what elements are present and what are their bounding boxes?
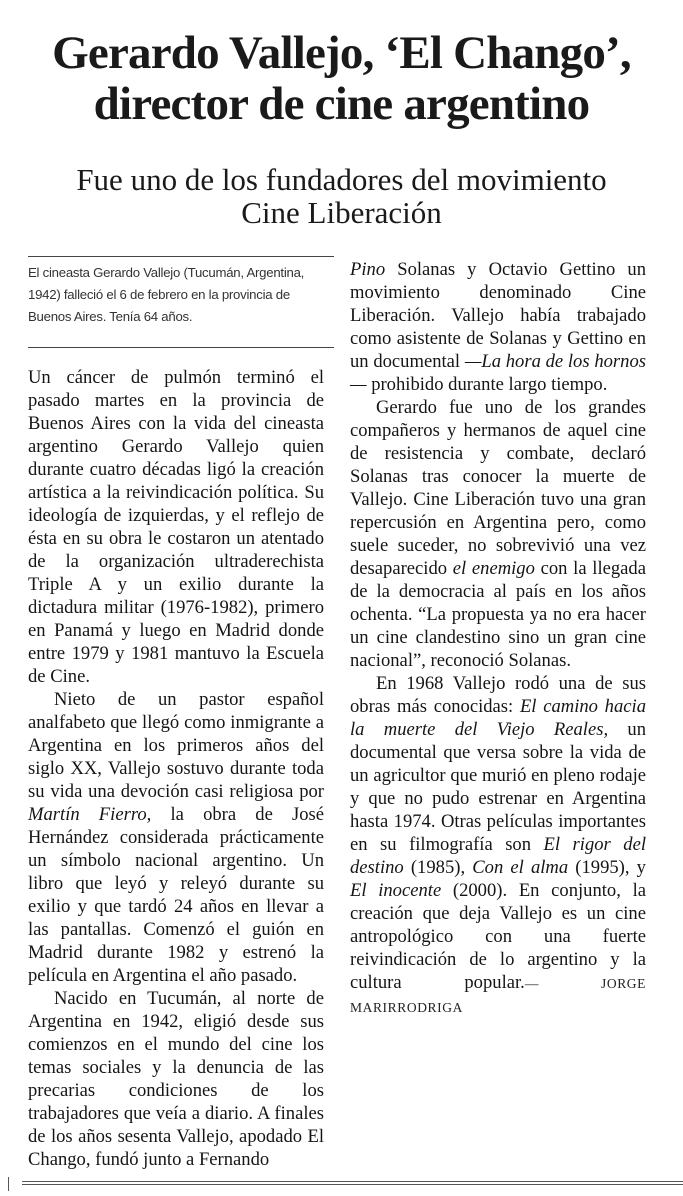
photo-caption: El cineasta Gerardo Vallejo (Tucumán, Argentina, 1942) falleció el 6 de febrero en la provincia de Buenos Aires. Tenía 64 años. <box>28 265 305 324</box>
article-column-left <box>28 366 324 1171</box>
footer-tick-mark <box>8 1177 9 1191</box>
work-title-el-rigor-del-destino: El rigor del destino <box>350 834 646 878</box>
headline-line-1: Gerardo Vallejo, ‘El Chango’, <box>52 27 631 79</box>
paragraph-5-text-e: (2000). En conjunto, la creación que deja Vallejo es un cine antropológico con una fuerte reivindicación de lo argentino y la cultura popular. <box>350 880 646 993</box>
subheadline <box>0 163 683 229</box>
work-title-la-hora-de-los-hornos: —La hora de los hornos— <box>350 351 646 395</box>
paragraph-3-text-c: prohibido durante largo tiempo. <box>366 374 608 395</box>
work-title-el-inocente: El inocente <box>350 880 442 901</box>
paragraph-2 <box>28 688 324 987</box>
paragraph-5-text-d: (1995), y <box>568 857 646 878</box>
paragraph-3-text-a: Nacido en Tucumán, al norte de Argentina en 1942, eligió desde sus comienzos en el mundo del cine los temas sociales y la denuncia de las precarias condiciones de los trabajadores que veía a diario. A finales de los años sesenta Vallejo, apodado El Chango, fundó junto a Fernando <box>28 988 324 1170</box>
work-title-el-camino: El camino hacia la muerte del Viejo Reales, <box>350 696 646 740</box>
paragraph-4-text-a: Gerardo fue uno de los grandes compañeros y hermanos de aquel cine de resistencia y combate, declaró Solanas tras conocer la muerte de Vallejo. Cine Liberación tuvo una gran repercusión en Argentina pero, como suele suceder, no sobrevivió una vez desaparecido <box>350 397 646 579</box>
photo-caption-box <box>28 256 334 348</box>
paragraph-4-text-b: con la llegada de la democracia al país en los años ochenta. “La propuesta ya no era hacer un cine clandestino sino un gran cine nacional”, reconoció Solanas. <box>350 558 646 671</box>
work-title-con-el-alma: Con el alma <box>472 857 569 878</box>
work-title-martin-fierro: Martín Fierro, <box>28 804 152 825</box>
paragraph-3-text-b: Solanas y Octavio Gettino un movimiento denominado Cine Liberación. Vallejo había trabajado como asistente de Solanas y Gettino en un documental <box>350 259 646 372</box>
subheadline-line-1: Fue uno de los fundadores del movimiento <box>76 162 607 197</box>
paragraph-1: Un cáncer de pulmón terminó el pasado martes en la provincia de Buenos Aires con la vida del cineasta argentino Gerardo Vallejo quien durante cuatro décadas ligó la creación artística a la reivindicación política. Su ideología de izquierdas, y el reflejo de ésta en su obra le costaron un atentado de la organización ultraderechista Triple A y un exilio durante la dictadura militar (1976-1982), primero en Panamá y luego en Madrid donde entre 1979 y 1981 mantuvo la Escuela de Cine. <box>28 367 324 687</box>
paragraph-3-start <box>28 987 324 1171</box>
paragraph-5-text-a: En 1968 Vallejo rodó una de sus obras más conocidas: <box>350 673 646 717</box>
paragraph-5-text-b: un documental que versa sobre la vida de un agricultor que murió en pleno rodaje y que no pudo estrenar en Argentina hasta 1974. Otras películas importantes en su filmografía son <box>350 719 646 855</box>
subheadline-line-2: Cine Liberación <box>241 195 442 230</box>
paragraph-4 <box>350 396 646 672</box>
phrase-el-enemigo: el enemigo <box>452 558 535 579</box>
headline <box>0 28 683 130</box>
headline-line-2: director de cine argentino <box>93 78 590 130</box>
paragraph-5 <box>350 672 646 1019</box>
nickname-pino: Pino <box>350 259 386 280</box>
paragraph-5-text-c: (1985), <box>403 857 473 878</box>
paragraph-2-text-a: Nieto de un pastor español analfabeto que llegó como inmigrante a Argentina en los primeros años del siglo XX, Vallejo sostuvo durante toda su vida una devoción casi religiosa por <box>28 689 324 802</box>
author-byline: — JORGE MARIRRODRIGA <box>350 976 646 1015</box>
footer-double-rule <box>22 1181 683 1185</box>
paragraph-2-text-b: la obra de José Hernández considerada prácticamente un símbolo nacional argentino. Un libro que leyó y releyó durante su exilio y que tardó 24 años en llevar a las pantallas. Comenzó el guión en Madrid durante 1982 y estrenó la película en Argentina el año pasado. <box>28 804 325 986</box>
paragraph-3-continued <box>350 258 646 396</box>
article-column-right <box>350 258 646 1019</box>
